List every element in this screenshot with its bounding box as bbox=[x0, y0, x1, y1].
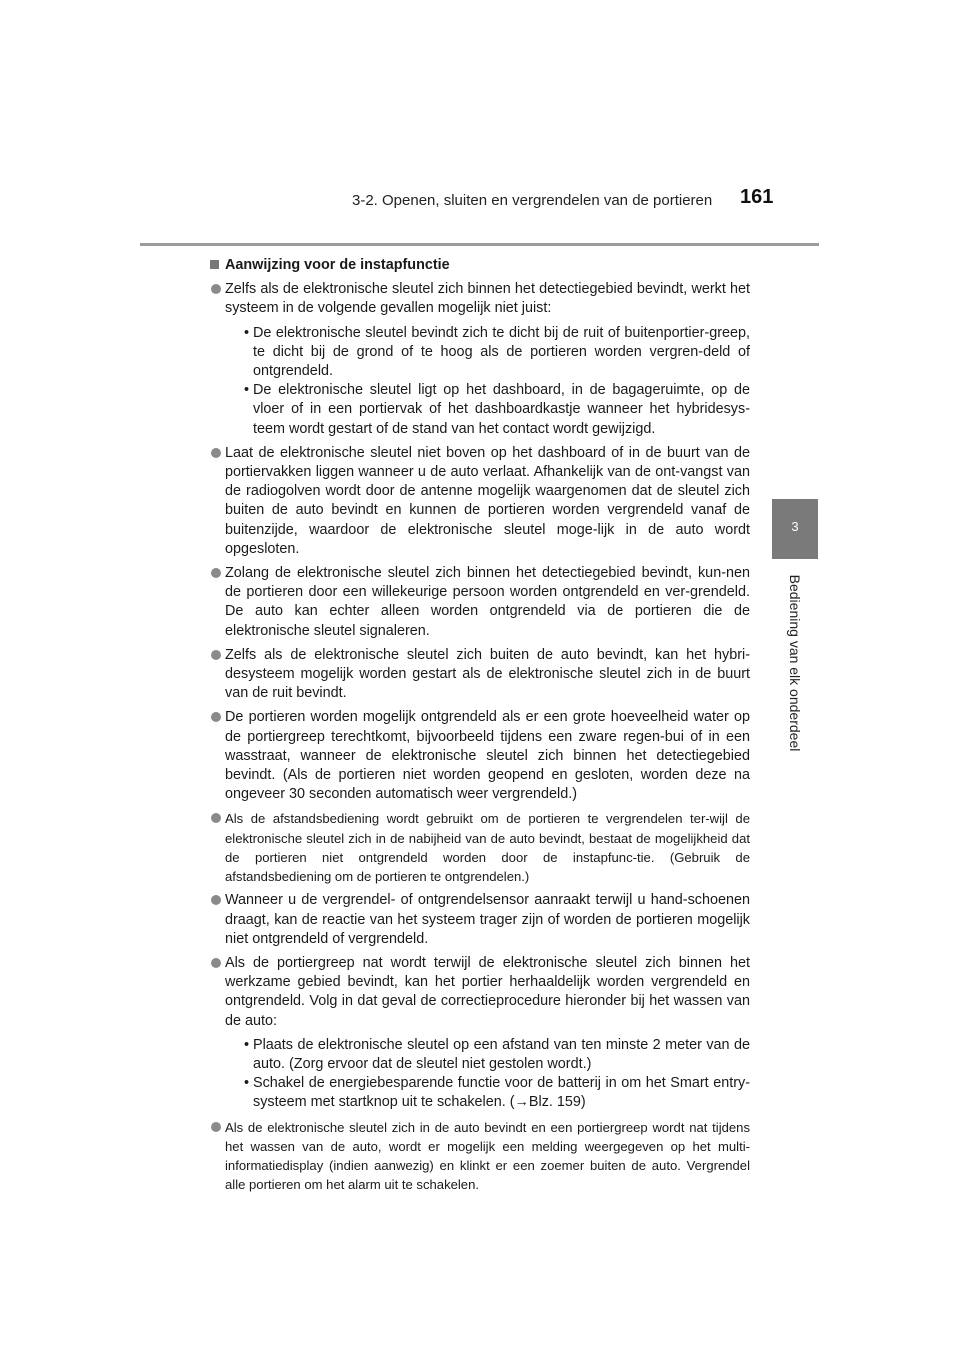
sub-bullet-text: De elektronische sleutel ligt op het dashboard, in de bagageruimte, op de vloer of in een portiervak of het dashboardkastje wanneer het hybridesys-teem wordt gestart of de stand van het contact wordt gewijzigd. bbox=[253, 382, 750, 437]
header-title: 3-2. Openen, sluiten en vergrendelen van de portieren bbox=[352, 192, 713, 209]
sub-bullet-item bbox=[225, 381, 750, 439]
main-content bbox=[210, 256, 750, 1199]
bullet-item bbox=[210, 564, 750, 641]
round-bullet-icon bbox=[211, 448, 221, 458]
bullet-text: Zelfs als de elektronische sleutel zich binnen het detectiegebied bevindt, werkt het systeem in de volgende gevallen mogelijk niet juist: bbox=[225, 281, 750, 317]
sub-bullet-item bbox=[225, 1074, 750, 1112]
bullet-item bbox=[210, 891, 750, 949]
bullet-item bbox=[210, 708, 750, 804]
chapter-side-label bbox=[775, 568, 815, 758]
round-bullet-icon bbox=[211, 1122, 221, 1132]
bullet-text: Zelfs als de elektronische sleutel zich buiten de auto bevindt, kan het hybri-desysteem mogelijk worden gestart als de elektronische sleutel zich in de buurt van de ruit bevindt. bbox=[225, 646, 750, 702]
sub-bullet-mark: • bbox=[244, 1036, 250, 1053]
round-bullet-icon bbox=[211, 813, 221, 823]
sub-bullet-item bbox=[225, 324, 750, 382]
chapter-tab bbox=[772, 499, 818, 559]
bullet-item bbox=[210, 444, 750, 559]
sub-bullet-text: Schakel de energiebesparende functie voor de batterij in om het Smart entry-systeem met startknop uit te schakelen. (→Blz. 159) bbox=[253, 1075, 750, 1111]
round-bullet-icon bbox=[211, 284, 221, 294]
round-bullet-icon bbox=[211, 650, 221, 660]
bullet-text: De portieren worden mogelijk ontgrendeld als er een grote hoeveelheid water op de portiergreep terechtkomt, bijvoorbeeld tijdens een zware regen-bui of in een wasstraat, wanneer de elektronische sleutel zich binnen het detectiegebied bevindt. (Als de portieren niet worden geopend en gesloten, worden deze na ongeveer 30 seconden automatisch weer vergrendeld.) bbox=[225, 709, 750, 803]
bullet-item bbox=[210, 646, 750, 704]
bullet-text: Als de portiergreep nat wordt terwijl de elektronische sleutel zich binnen het werkzame gebied bevindt, kan het portier herhaaldelijk worden vergrendeld en ontgrendeld. Volg in dat geval de correctieprocedure hieronder bij het wassen van de auto: bbox=[225, 954, 750, 1029]
round-bullet-icon bbox=[211, 895, 221, 905]
sub-bullet-mark: • bbox=[244, 1075, 250, 1092]
bullet-text: Als de afstandsbediening wordt gebruikt om de portieren te vergrendelen ter-wijl de elektronische sleutel zich in de nabijheid van de auto bevindt, bestaat de mogelijkheid dat de portieren niet ontgrendeld worden door de instapfunc-tie. (Gebruik de afstandsbediening om de portieren te ontgrendelen.) bbox=[225, 811, 750, 885]
page-number: 161 bbox=[740, 186, 774, 208]
round-bullet-icon bbox=[211, 712, 221, 722]
round-bullet-icon bbox=[211, 568, 221, 578]
sub-bullet-item bbox=[225, 1036, 750, 1074]
sub-bullet-mark: • bbox=[244, 324, 250, 341]
section-heading-text: Aanwijzing voor de instapfunctie bbox=[225, 257, 450, 273]
bullet-text: Als de elektronische sleutel zich in de auto bevindt en een portiergreep wordt nat tijdens het wassen van de auto, wordt er mogelijk een melding weergegeven op het multi-informatiedisplay (indien aanwezig) en klinkt er een zoemer buiten de auto. Vergrendel alle portieren om het alarm uit te schakelen. bbox=[225, 1119, 750, 1193]
bullet-item bbox=[210, 954, 750, 1113]
bullet-text: Zolang de elektronische sleutel zich binnen het detectiegebied bevindt, kun-nen de portieren door een willekeurige persoon worden ontgrendeld en ver-grendeld. De auto kan echter alleen worden ontgrendeld via de portieren die de elektronische sleutel signaleren. bbox=[225, 565, 750, 639]
bullet-item bbox=[210, 1118, 750, 1195]
round-bullet-icon bbox=[211, 958, 221, 968]
header-rule bbox=[140, 243, 819, 246]
square-bullet-icon bbox=[210, 260, 219, 269]
section-heading bbox=[210, 256, 750, 275]
chapter-tab-number: 3 bbox=[791, 519, 799, 534]
chapter-side-label-text: Bediening van elk onderdeel bbox=[787, 574, 803, 752]
sub-bullet-text: Plaats de elektronische sleutel op een afstand van ten minste 2 meter van de auto. (Zorg ervoor dat de sleutel niet gestolen wordt.) bbox=[253, 1036, 750, 1072]
sub-bullet-mark: • bbox=[244, 382, 250, 399]
bullet-item bbox=[210, 280, 750, 439]
bullet-item bbox=[210, 809, 750, 886]
bullet-text: Laat de elektronische sleutel niet boven op het dashboard of in de buurt van de portiervakken liggen wanneer u de auto verlaat. Afhankelijk van de ont-vangst van de radiogolven wordt door de antenne mogelijk waargenomen dat de sleutel zich buiten de auto bevindt en kunnen de portieren worden vergrendeld vanaf de buitenzijde, waardoor de elektronische sleutel moge-lijk in de auto wordt opgesloten. bbox=[225, 444, 750, 557]
bullet-text: Wanneer u de vergrendel- of ontgrendelsensor aanraakt terwijl u hand-schoenen draagt, kan de reactie van het systeem trager zijn of worden de portieren mogelijk niet ontgrendeld of vergrendeld. bbox=[225, 892, 750, 947]
sub-bullet-text: De elektronische sleutel bevindt zich te dicht bij de ruit of buitenportier-greep, te dicht bij de grond of te hoog als de portieren worden vergren-deld of ontgrendeld. bbox=[253, 324, 750, 380]
